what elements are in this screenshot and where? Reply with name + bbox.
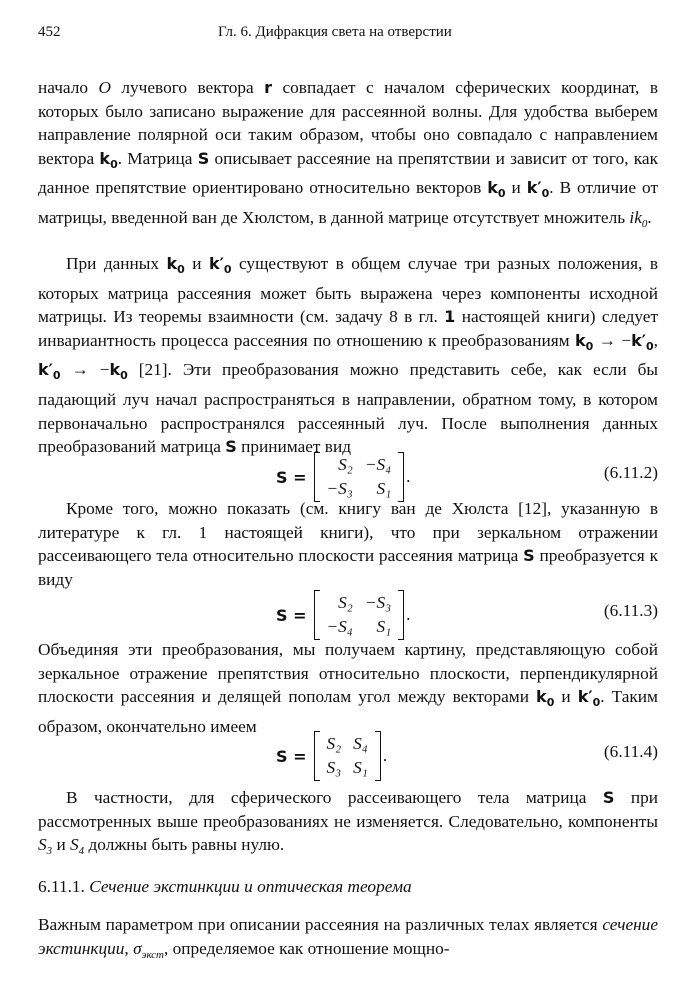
equation-lhs: S = — [276, 467, 307, 487]
matrix-cell: S₁ — [376, 617, 392, 636]
equation-number: (6.11.3) — [603, 601, 658, 620]
symbol-k0: $k_0$ — [536, 687, 555, 710]
section-heading — [38, 875, 412, 899]
symbol-S3: $S_3$ — [38, 835, 53, 858]
symbol-r: r — [264, 78, 273, 97]
symbol-k0-prime: $k'_0$ — [38, 360, 61, 383]
equation-6-11-4: S = S₂ S₄ S₃ S₁ . (6.11.4) — [38, 729, 658, 783]
symbol-S: S — [523, 546, 535, 566]
matrix-cell: S₂ — [338, 593, 353, 612]
paragraph-3: Кроме того, можно показать (см. книгу ван де Хюлста [12], указанную в литературе к гл. 1 настоящей книги), что при зеркальном отражении рассеивающего тела относительно плоскости рассеяния матрица S преобразуется к виду — [38, 499, 658, 589]
equation-6-11-3: S = S₂ −S₃ −S₄ S₁ . (6.11.3) — [38, 588, 658, 642]
page-number: 452 — [38, 24, 61, 40]
paragraph-5: В частности, для сферического рассеивающего тела матрица S при рассмотренных выше преобразованиях не изменяется. Следовательно, компоненты $S_3$ и $S_4$ должны быть равны нулю. — [38, 788, 658, 858]
matrix — [314, 590, 405, 640]
symbol-k0: $k_0$ — [109, 360, 128, 383]
page-header — [38, 24, 658, 46]
symbol-S: S — [225, 437, 237, 457]
symbol-S4: $S_4$ — [70, 835, 85, 858]
chapter-number: 1 — [444, 307, 456, 327]
symbol-k0: $k_0$ — [487, 178, 506, 201]
symbol-k0: $k_0$ — [166, 254, 185, 276]
section-title: Сечение экстинкции и оптическая теорема — [89, 877, 412, 896]
equation-lhs: S = — [276, 746, 307, 766]
symbol-k0-prime: $k'_0$ — [209, 254, 232, 276]
matrix — [314, 452, 405, 502]
matrix — [314, 731, 381, 781]
matrix-cell: S₂ — [338, 455, 353, 474]
matrix-cell: −S₄ — [326, 617, 353, 636]
paragraph-1: начало O лучевого вектора r совпадает с началом сферических координат, в которых было записано выражение для рассеянной волны. Для удобства выберем направление полярной оси таким образом, чтобы оно совпадало с направлением вектора $k_0$. Матрица S описывает рассеяние на препятствии и зависит от того, как данное препятствие ориентировано относительно векторов $k_0$ и $k'_0$. В отличие от матрицы, введенной ван де Хюлстом, в данной матрице отсутствует множитель $ik_0$. — [38, 78, 659, 230]
symbol-k0-prime: $k'_0$ — [577, 687, 601, 710]
equation-6-11-2: S = S₂ −S₄ −S₃ S₁ . (6.11.2) — [38, 450, 658, 504]
symbol-k0-prime: $k'_0$ — [631, 330, 654, 353]
symbol-sigma-ext: $\sigma_{экст}$ — [133, 938, 164, 961]
matrix-cell: S₄ — [353, 734, 368, 753]
matrix-cell: S₁ — [376, 479, 392, 498]
paragraph-6: Важным параметром при описании рассеяния на различных телах является сечение экстинкции, $\sigma_{экст}$, определяемое как отношение мощно- — [38, 915, 658, 961]
matrix-cell: S₁ — [353, 758, 368, 777]
matrix-cell: −S₄ — [364, 455, 392, 474]
matrix-cell: −S₃ — [326, 479, 353, 498]
matrix-cell: S₂ — [326, 734, 342, 753]
symbol-k0-prime: $k'_0$ — [526, 178, 550, 201]
symbol-S: S — [602, 788, 615, 807]
section-number: 6.11.1. — [38, 877, 90, 896]
paragraph-4: Объединяя эти преобразования, мы получаем картину, представляющую собой зеркальное отражение препятствия относительно плоскости, перпендикулярной плоскости рассеяния и делящей пополам угол между векторами $k_0$ и $k'_0$. Таким образом, окончательно имеем — [38, 640, 658, 736]
paragraph-2: При данных $k_0$ и $k'_0$ существуют в общем случае три разных положения, в которых матрица рассеяния может быть выражена через компоненты исходной матрицы. Из теоремы взаимности (см. задачу 8 в гл. 1 настоящей книги) следует инвариантность процесса рассеяния по отношению к преобразованиям $k_0 \to -k'_0$, $k'_0 \to -k_0$ [21]. Эти преобразования можно представить себе, как если бы падающий луч начал распространяться в направлении, обратном тому, в котором первоначально распространялся рассеянный луч. После выполнения данных преобразований матрица S принимает вид — [38, 254, 658, 457]
symbol-S: S — [197, 148, 210, 168]
symbol-k0: $k_0$ — [99, 148, 118, 171]
symbol-ik0: $ik_0$ — [629, 207, 648, 230]
equation-number: (6.11.4) — [603, 742, 658, 761]
equation-number: (6.11.2) — [603, 463, 658, 482]
equation-lhs: S = — [276, 605, 307, 625]
symbol-origin: O — [98, 78, 111, 97]
running-title: Гл. 6. Дифракция света на отверстии — [218, 24, 452, 40]
symbol-k0: $k_0$ — [575, 330, 594, 353]
matrix-cell: S₃ — [326, 758, 342, 777]
matrix-cell: −S₃ — [364, 593, 392, 612]
term-extinction-cross-section: сечение экстинкции — [38, 915, 658, 958]
